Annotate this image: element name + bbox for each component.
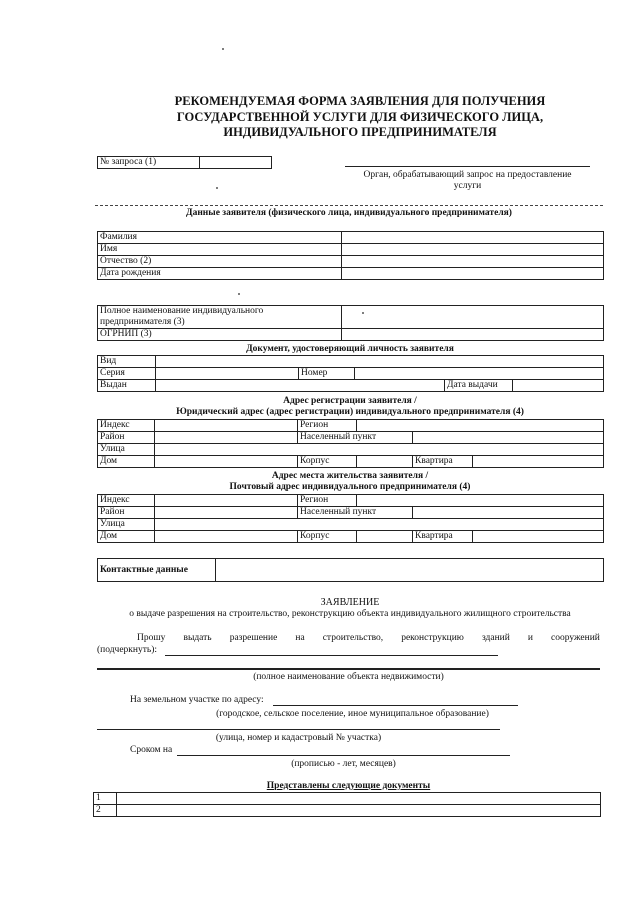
term-label: Сроком на	[130, 745, 173, 755]
live-address-header-1: Адрес места жительства заявителя /	[271, 471, 429, 481]
reg-apartment-label: Квартира	[413, 456, 473, 468]
live-apartment-label: Квартира	[413, 531, 473, 543]
request-word: разрешение	[229, 633, 278, 643]
document-row-number: 2	[94, 805, 117, 817]
reg-address-table	[97, 419, 604, 468]
request-line	[137, 633, 600, 644]
doc-number-label: Номер	[299, 368, 355, 380]
land-address-label: На земельном участке по адресу:	[130, 695, 264, 705]
land-address-line[interactable]	[273, 705, 518, 706]
statement-heading: ЗАЯВЛЕНИЕ	[320, 597, 380, 608]
live-district-label: Район	[98, 507, 155, 519]
doc-number-field[interactable]	[355, 368, 604, 380]
patronymic-field[interactable]	[342, 256, 604, 268]
surname-label: Фамилия	[98, 232, 342, 244]
live-street-label: Улица	[98, 519, 155, 531]
reg-apartment-field[interactable]	[473, 456, 604, 468]
reg-address-header-1: Адрес регистрации заявителя /	[283, 396, 417, 406]
surname-field[interactable]	[342, 232, 604, 244]
reg-building-field[interactable]	[357, 456, 413, 468]
entrepreneur-name-line-2: предпринимателя (3)	[100, 317, 185, 327]
live-street-field[interactable]	[155, 519, 604, 531]
street-cadastral-line[interactable]	[97, 729, 500, 730]
doc-type-label: Вид	[98, 356, 156, 368]
request-number-table	[97, 156, 272, 169]
reg-house-label: Дом	[98, 456, 155, 468]
document-row-field[interactable]	[117, 793, 601, 805]
doc-series-label: Серия	[98, 368, 156, 380]
entrepreneur-name-line-1: Полное наименование индивидуального	[100, 306, 264, 316]
live-locality-field[interactable]	[413, 507, 604, 519]
term-caption: (прописью - лет, месяцев)	[291, 759, 396, 769]
contacts-field[interactable]	[216, 559, 604, 582]
reg-locality-label: Населенный пункт	[298, 432, 413, 444]
reg-index-field[interactable]	[155, 420, 298, 432]
title-line-3: ИНДИВИДУАЛЬНОГО ПРЕДПРИНИМАТЕЛЯ	[223, 125, 497, 139]
request-word: сооружений	[551, 633, 600, 643]
reg-street-label: Улица	[98, 444, 155, 456]
reg-building-label: Корпус	[298, 456, 357, 468]
reg-district-field[interactable]	[155, 432, 298, 444]
street-cadastral-caption: (улица, номер и кадастровый № участка)	[215, 733, 382, 743]
doc-issued-label: Выдан	[98, 380, 156, 392]
term-line[interactable]	[177, 755, 510, 756]
reg-district-label: Район	[98, 432, 155, 444]
request-number-label: № запроса (1)	[98, 157, 200, 169]
contacts-label: Контактные данные	[98, 559, 216, 582]
ogrnip-field[interactable]	[342, 329, 604, 341]
reg-region-label: Регион	[298, 420, 357, 432]
live-apartment-field[interactable]	[473, 531, 604, 543]
live-house-label: Дом	[98, 531, 155, 543]
reg-index-label: Индекс	[98, 420, 155, 432]
form-title	[150, 94, 570, 141]
documents-header: Представлены следующие документы	[266, 781, 431, 791]
request-word: на	[295, 633, 305, 643]
applicant-header: Данные заявителя (физического лица, индивидуального предпринимателя)	[186, 208, 512, 218]
reg-house-field[interactable]	[155, 456, 298, 468]
name-field[interactable]	[342, 244, 604, 256]
request-word: выдать	[183, 633, 212, 643]
request-word: реконструкцию	[401, 633, 464, 643]
entrepreneur-name-field[interactable]	[342, 306, 604, 329]
reg-region-field[interactable]	[357, 420, 604, 432]
underline-label: (подчеркнуть):	[97, 645, 158, 655]
object-name-caption: (полное наименование объекта недвижимости)	[253, 672, 444, 682]
request-word: и	[527, 633, 533, 643]
scan-speck	[216, 187, 218, 189]
reg-address-header-2: Юридический адрес (адрес регистрации) индивидуального предпринимателя (4)	[176, 407, 524, 417]
live-locality-label: Населенный пункт	[298, 507, 413, 519]
live-building-label: Корпус	[298, 531, 357, 543]
doc-series-field[interactable]	[156, 368, 299, 380]
request-word: строительство,	[322, 633, 384, 643]
doc-type-field[interactable]	[156, 356, 604, 368]
ogrnip-label: ОГРНИП (3)	[98, 329, 342, 341]
identity-header: Документ, удостоверяющий личность заявителя	[246, 344, 454, 354]
underline-choice-line[interactable]	[165, 655, 498, 656]
live-index-field[interactable]	[155, 495, 298, 507]
live-region-field[interactable]	[357, 495, 604, 507]
live-address-table	[97, 494, 604, 543]
name-label: Имя	[98, 244, 342, 256]
request-number-field[interactable]	[200, 157, 272, 169]
doc-issue-date-field[interactable]	[513, 380, 604, 392]
organ-caption-line-1: Орган, обрабатывающий запрос на предоставление	[363, 170, 572, 180]
organ-caption-line-2: услуги	[453, 181, 482, 191]
scan-speck	[222, 48, 224, 50]
live-building-field[interactable]	[357, 531, 413, 543]
contacts-table	[97, 558, 604, 582]
live-address-header-2: Почтовый адрес индивидуального предпринимателя (4)	[229, 482, 471, 492]
object-name-line[interactable]	[97, 668, 600, 670]
organ-underline[interactable]	[345, 166, 590, 167]
scan-speck	[238, 293, 240, 295]
document-row-field[interactable]	[117, 805, 601, 817]
live-district-field[interactable]	[155, 507, 298, 519]
identity-table	[97, 355, 604, 392]
birth-date-label: Дата рождения	[98, 268, 342, 280]
applicant-table	[97, 231, 604, 280]
request-word: Прошу	[137, 633, 166, 643]
reg-locality-field[interactable]	[413, 432, 604, 444]
statement-subheading: о выдаче разрешения на строительство, реконструкцию объекта индивидуального жилищного строительства	[129, 609, 571, 619]
document-row-number: 1	[94, 793, 117, 805]
live-house-field[interactable]	[155, 531, 298, 543]
entrepreneur-table	[97, 305, 604, 341]
entrepreneur-name-label	[98, 306, 342, 329]
documents-table	[93, 792, 601, 817]
live-region-label: Регион	[298, 495, 357, 507]
land-address-caption: (городское, сельское поселение, иное муниципальное образование)	[216, 709, 489, 719]
request-word: зданий	[481, 633, 510, 643]
title-line-1: РЕКОМЕНДУЕМАЯ ФОРМА ЗАЯВЛЕНИЯ ДЛЯ ПОЛУЧЕНИЯ	[174, 94, 546, 108]
reg-street-field[interactable]	[155, 444, 604, 456]
birth-date-field[interactable]	[342, 268, 604, 280]
doc-issued-field[interactable]	[156, 380, 445, 392]
title-line-2: ГОСУДАРСТВЕННОЙ УСЛУГИ ДЛЯ ФИЗИЧЕСКОГО ЛИЦА,	[176, 109, 544, 124]
section-divider	[95, 205, 603, 206]
patronymic-label: Отчество (2)	[98, 256, 342, 268]
live-index-label: Индекс	[98, 495, 155, 507]
doc-issue-date-label: Дата выдачи	[445, 380, 513, 392]
